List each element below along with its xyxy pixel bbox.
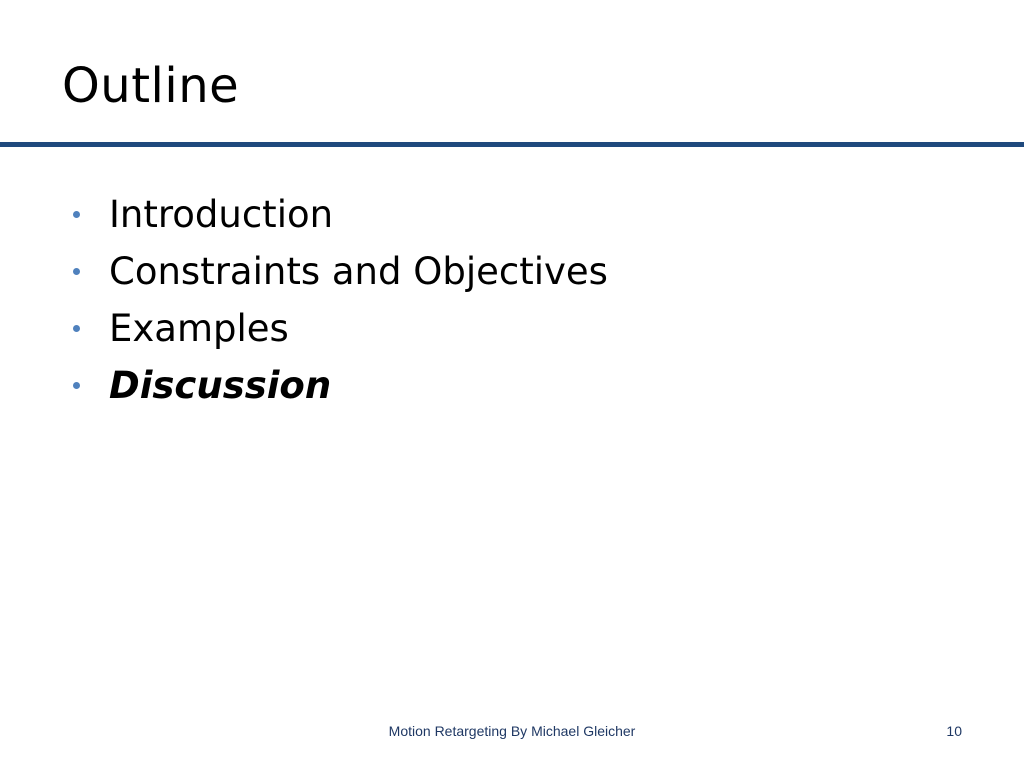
bullet-dot-icon (73, 325, 80, 332)
slide-number: 10 (946, 723, 962, 739)
bullet-item-constraints-and-objectives (70, 243, 608, 300)
slide-footer: Motion Retargeting By Michael Gleicher (388, 723, 636, 739)
bullet-text: Introduction (109, 193, 334, 236)
bullet-text: Constraints and Objectives (109, 250, 608, 293)
bullet-dot-icon (73, 382, 80, 389)
bullet-item-introduction (70, 186, 608, 243)
bullet-item-discussion (70, 357, 608, 414)
bullet-dot-icon (73, 268, 80, 275)
bullet-text: Examples (109, 307, 289, 350)
title-divider (0, 142, 1024, 147)
slide-title: Outline (62, 58, 240, 114)
bullet-dot-icon (73, 211, 80, 218)
bullet-list (70, 186, 608, 414)
bullet-item-examples (70, 300, 608, 357)
bullet-text: Discussion (109, 364, 332, 407)
